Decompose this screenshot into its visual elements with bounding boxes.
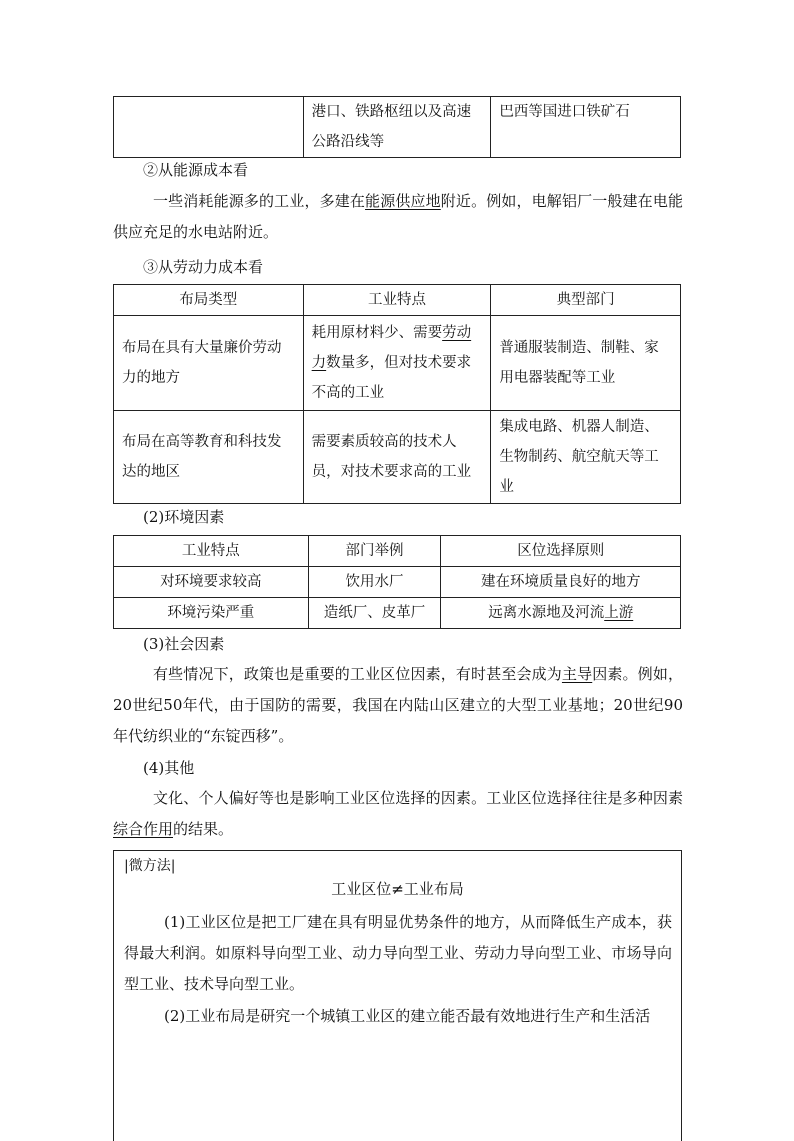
text-span: 一些消耗能源多的工业，多建在	[153, 192, 366, 210]
table-cell: 集成电路、机器人制造、生物制药、航空航天等工业	[491, 411, 681, 504]
table-cell: 饮用水厂	[308, 567, 441, 598]
other-heading: (4)其他	[143, 759, 195, 777]
column-header: 部门举例	[308, 536, 441, 567]
column-header: 布局类型	[114, 285, 304, 316]
text-span: 数量多，但对技术要求不高的工业	[311, 355, 472, 401]
table-row	[114, 97, 681, 158]
table-cell: 建在环境质量良好的地方	[441, 567, 681, 598]
table-cell: 港口、铁路枢纽以及高速公路沿线等	[303, 97, 491, 158]
method-box	[113, 850, 682, 1141]
method-paragraph-1: (1)工业区位是把工厂建在具有明显优势条件的地方，从而降低生产成本，获得最大利润。如原料导向型工业、动力导向型工业、劳动力导向型工业、市场导向型工业、技术导向型工业。	[124, 913, 672, 993]
underlined-term: 综合作用	[113, 820, 174, 838]
table-cell: 布局在具有大量廉价劳动力的地方	[114, 316, 304, 411]
labor-heading: ③从劳动力成本看	[143, 258, 264, 276]
labor-cost-table	[113, 284, 681, 504]
column-header: 区位选择原则	[441, 536, 681, 567]
table-cell	[303, 316, 491, 411]
text-span: 文化、个人偏好等也是影响工业区位选择的因素。工业区位选择往往是多种因素	[153, 789, 683, 807]
table-cell: 对环境要求较高	[114, 567, 309, 598]
table-cell	[441, 598, 681, 629]
table-cell	[114, 97, 304, 158]
social-paragraph	[113, 659, 683, 752]
table-cell: 巴西等国进口铁矿石	[491, 97, 681, 158]
text-span: 远离水源地及河流	[488, 605, 605, 621]
industry-location-table-continued	[113, 96, 681, 158]
table-row	[114, 567, 681, 598]
column-header: 工业特点	[303, 285, 491, 316]
table-row	[114, 598, 681, 629]
energy-paragraph	[113, 186, 683, 248]
underlined-term: 劳动力	[311, 325, 472, 371]
table-row	[114, 316, 681, 411]
table-cell: 环境污染严重	[114, 598, 309, 629]
social-heading: (3)社会因素	[143, 635, 225, 653]
method-tag: |微方法|	[124, 858, 176, 874]
column-header: 工业特点	[114, 536, 309, 567]
text-span: 因素。例如，20世纪50年代，由于国防的需要，我国在内陆山区建立的大型工业基地；20世纪90年代纺织业的“东锭西移”。	[113, 665, 683, 745]
text-span: 附近。例如，电解铝厂一般建在电能供应充足的水电站附近。	[113, 192, 683, 241]
table-header-row	[114, 285, 681, 316]
environment-heading: (2)环境因素	[143, 508, 225, 526]
method-title: 工业区位≠工业布局	[331, 880, 464, 898]
underlined-term: 上游	[604, 605, 634, 621]
table-header-row	[114, 536, 681, 567]
underlined-term: 主导	[561, 665, 593, 683]
text-span: 有些情况下，政策也是重要的工业区位因素，有时甚至会成为	[153, 665, 562, 683]
text-span: 的结果。	[173, 820, 234, 838]
table-cell: 造纸厂、皮革厂	[308, 598, 441, 629]
method-paragraph-2: (2)工业布局是研究一个城镇工业区的建立能否最有效地进行生产和生活活	[164, 1007, 651, 1025]
table-cell: 普通服装制造、制鞋、家用电器装配等工业	[491, 316, 681, 411]
underlined-term: 能源供应地	[365, 192, 441, 210]
energy-heading: ②从能源成本看	[143, 161, 249, 179]
table-cell: 布局在高等教育和科技发达的地区	[114, 411, 304, 504]
environment-table	[113, 535, 681, 629]
column-header: 典型部门	[491, 285, 681, 316]
table-row	[114, 411, 681, 504]
other-paragraph	[113, 783, 683, 845]
text-span: 耗用原材料少、需要	[311, 325, 443, 341]
table-cell: 需要素质较高的技术人员，对技术要求高的工业	[303, 411, 491, 504]
